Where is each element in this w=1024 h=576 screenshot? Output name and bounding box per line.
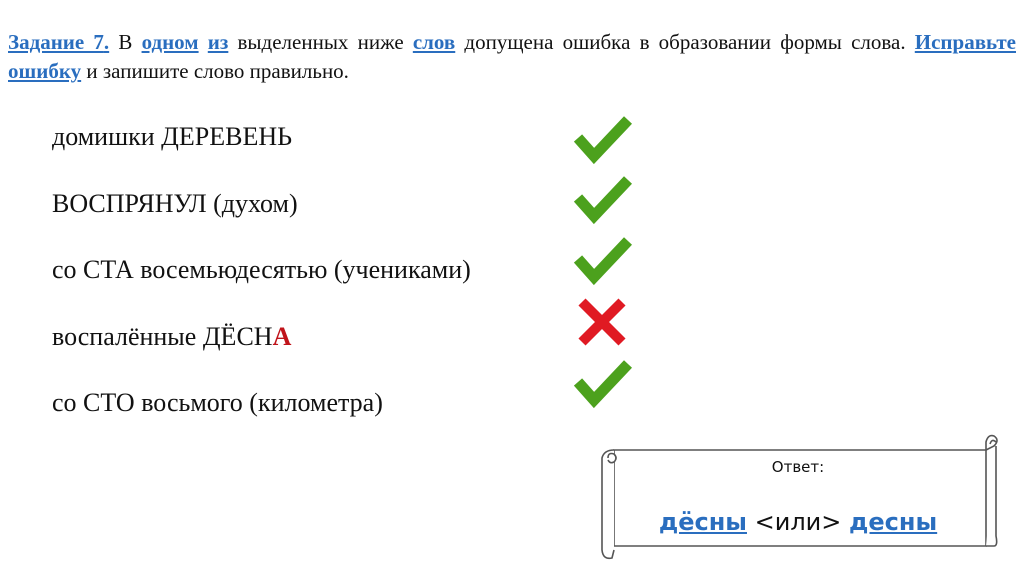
list-item: воспалённые ДЁСНА [52, 321, 292, 351]
check-icon [572, 356, 634, 412]
task-statement [8, 28, 1016, 86]
task-text-5: и запишите слово правильно. [81, 59, 349, 83]
cross-icon [572, 294, 634, 350]
answer-word-2-link[interactable]: десны [849, 508, 938, 536]
answer-word-1-link[interactable]: дёсны [658, 508, 747, 536]
check-icon [572, 172, 634, 228]
check-icon [572, 233, 634, 289]
link-iz[interactable]: из [207, 30, 229, 54]
list-item: ВОСПРЯНУЛ (духом) [52, 188, 298, 218]
answer-scroll [594, 430, 1002, 564]
task-text-1: В [109, 30, 142, 54]
link-slov[interactable]: слов [412, 30, 456, 54]
answer-line [594, 508, 1002, 536]
list-item: со СТО восьмого (километра) [52, 388, 383, 417]
task-dot: . [103, 30, 110, 54]
answer-label: Ответ: [771, 458, 825, 476]
list-item: домишки ДЕРЕВЕНЬ [52, 122, 293, 151]
check-icon [572, 112, 634, 168]
error-letter: А [272, 321, 292, 351]
link-fix-error[interactable]: Исправьте ошибку [8, 30, 1016, 83]
task-text-3: выделенных ниже [228, 30, 413, 54]
task-text-2 [199, 30, 208, 54]
link-odnom[interactable]: одном [141, 30, 199, 54]
scroll-icon [594, 430, 1002, 564]
task-number-link[interactable]: Задание 7 [8, 30, 104, 54]
answer-separator: <или> [746, 508, 849, 536]
list-item: со СТА восемьюдесятью (учениками) [52, 255, 471, 284]
word-list [52, 124, 471, 457]
task-text-4: допущена ошибка в образовании формы слова. [455, 30, 915, 54]
